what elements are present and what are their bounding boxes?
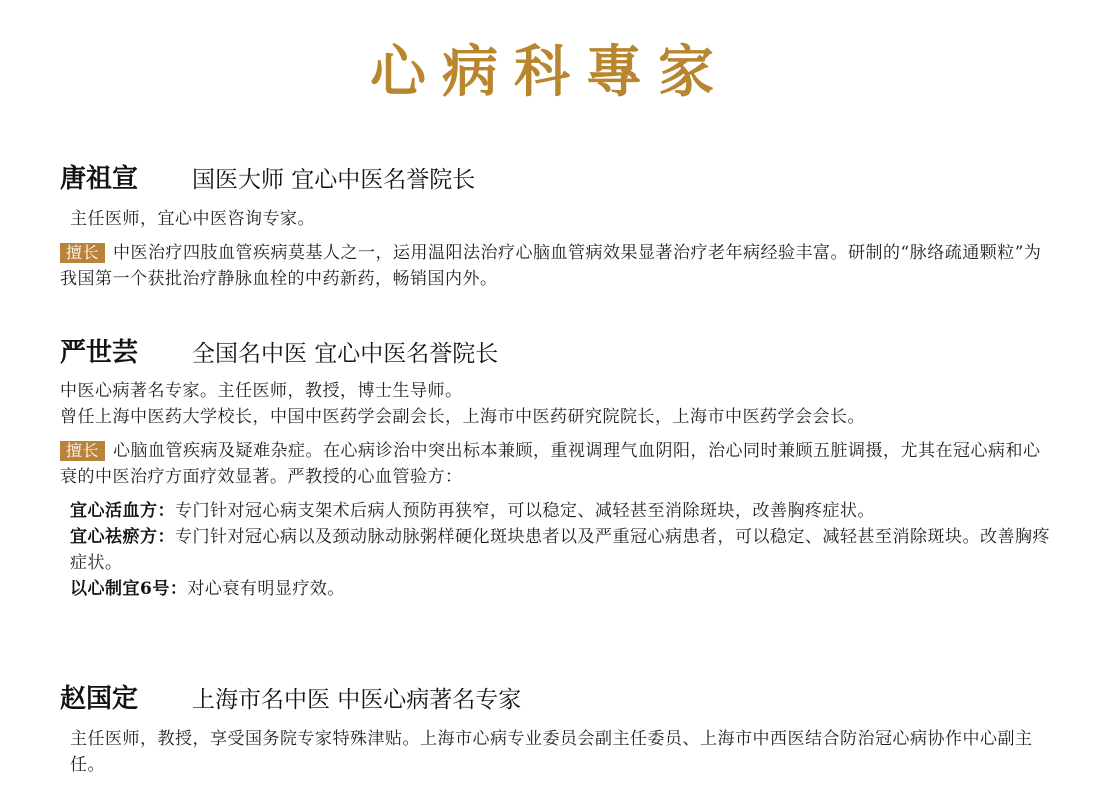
specialty-badge: 擅长 (60, 243, 105, 263)
expert-specialty (60, 438, 1050, 490)
expert-honors: 全国名中医 宜心中医名誉院长 (192, 341, 499, 367)
expert-name: 唐祖宣 (60, 164, 139, 194)
expert-header (60, 158, 1050, 198)
prescription-name: 宜心祛瘀方： (70, 527, 175, 547)
prescription-desc: 专门针对冠心病支架术后病人预防再狭窄，可以稳定、减轻甚至消除斑块，改善胸疼症状。 (175, 501, 875, 521)
specialty-text: 中医治疗四肢血管疾病莫基人之一，运用温阳法治疗心脑血管病效果显著治疗老年病经验丰富。研制的“脉络疏通颗粒”为我国第一个获批治疗静脉血栓的中药新药，畅销国内外。 (60, 243, 1042, 289)
prescription-desc: 专门针对冠心病以及颈动脉动脉粥样硬化斑块患者以及严重冠心病患者，可以稳定、减轻甚至消除斑块。改善胸疼症状。 (70, 527, 1050, 573)
expert-bio: 主任医师，教授，享受国务院专家特殊津贴。上海市心病专业委员会副主任委员、上海市中西医结合防治冠心病协作中心副主任。 (70, 729, 1033, 775)
prescription-name: 宜心活血方： (70, 501, 175, 521)
expert-header (60, 678, 1050, 718)
page-title: 心病科專家 (370, 39, 730, 105)
specialty-text: 心脑血管疾病及疑难杂症。在心病诊治中突出标本兼顾，重视调理气血阴阳，治心同时兼顾五脏调摄，尤其在冠心病和心衰的中医治疗方面疗效显著。严教授的心血管验方： (60, 441, 1041, 487)
expert-card-zhao (60, 678, 1050, 778)
expert-name: 赵国定 (60, 684, 139, 714)
expert-specialty (60, 240, 1050, 292)
expert-honors: 上海市名中医 中医心病著名专家 (192, 687, 522, 713)
expert-card-tang (60, 158, 1050, 292)
expert-bio-line: 曾任上海中医药大学校长，中国中医药学会副会长，上海市中医药研究院院长，上海市中医药学会会长。 (60, 407, 865, 427)
prescription-name: 以心制宜6号： (70, 579, 188, 599)
expert-header (60, 332, 1050, 372)
expert-honors: 国医大师 宜心中医名誉院长 (192, 167, 476, 193)
expert-bio-line: 中医心病著名专家。主任医师，教授，博士生导师。 (60, 381, 463, 401)
expert-card-yan (60, 332, 1050, 602)
expert-bio: 主任医师，宜心中医咨询专家。 (70, 209, 315, 229)
prescription-item (60, 498, 1050, 524)
prescription-desc: 对心衰有明显疗效。 (187, 579, 345, 599)
specialty-badge: 擅长 (60, 441, 105, 461)
prescription-item (60, 524, 1050, 576)
prescription-item (60, 576, 1050, 602)
expert-name: 严世芸 (60, 338, 139, 368)
